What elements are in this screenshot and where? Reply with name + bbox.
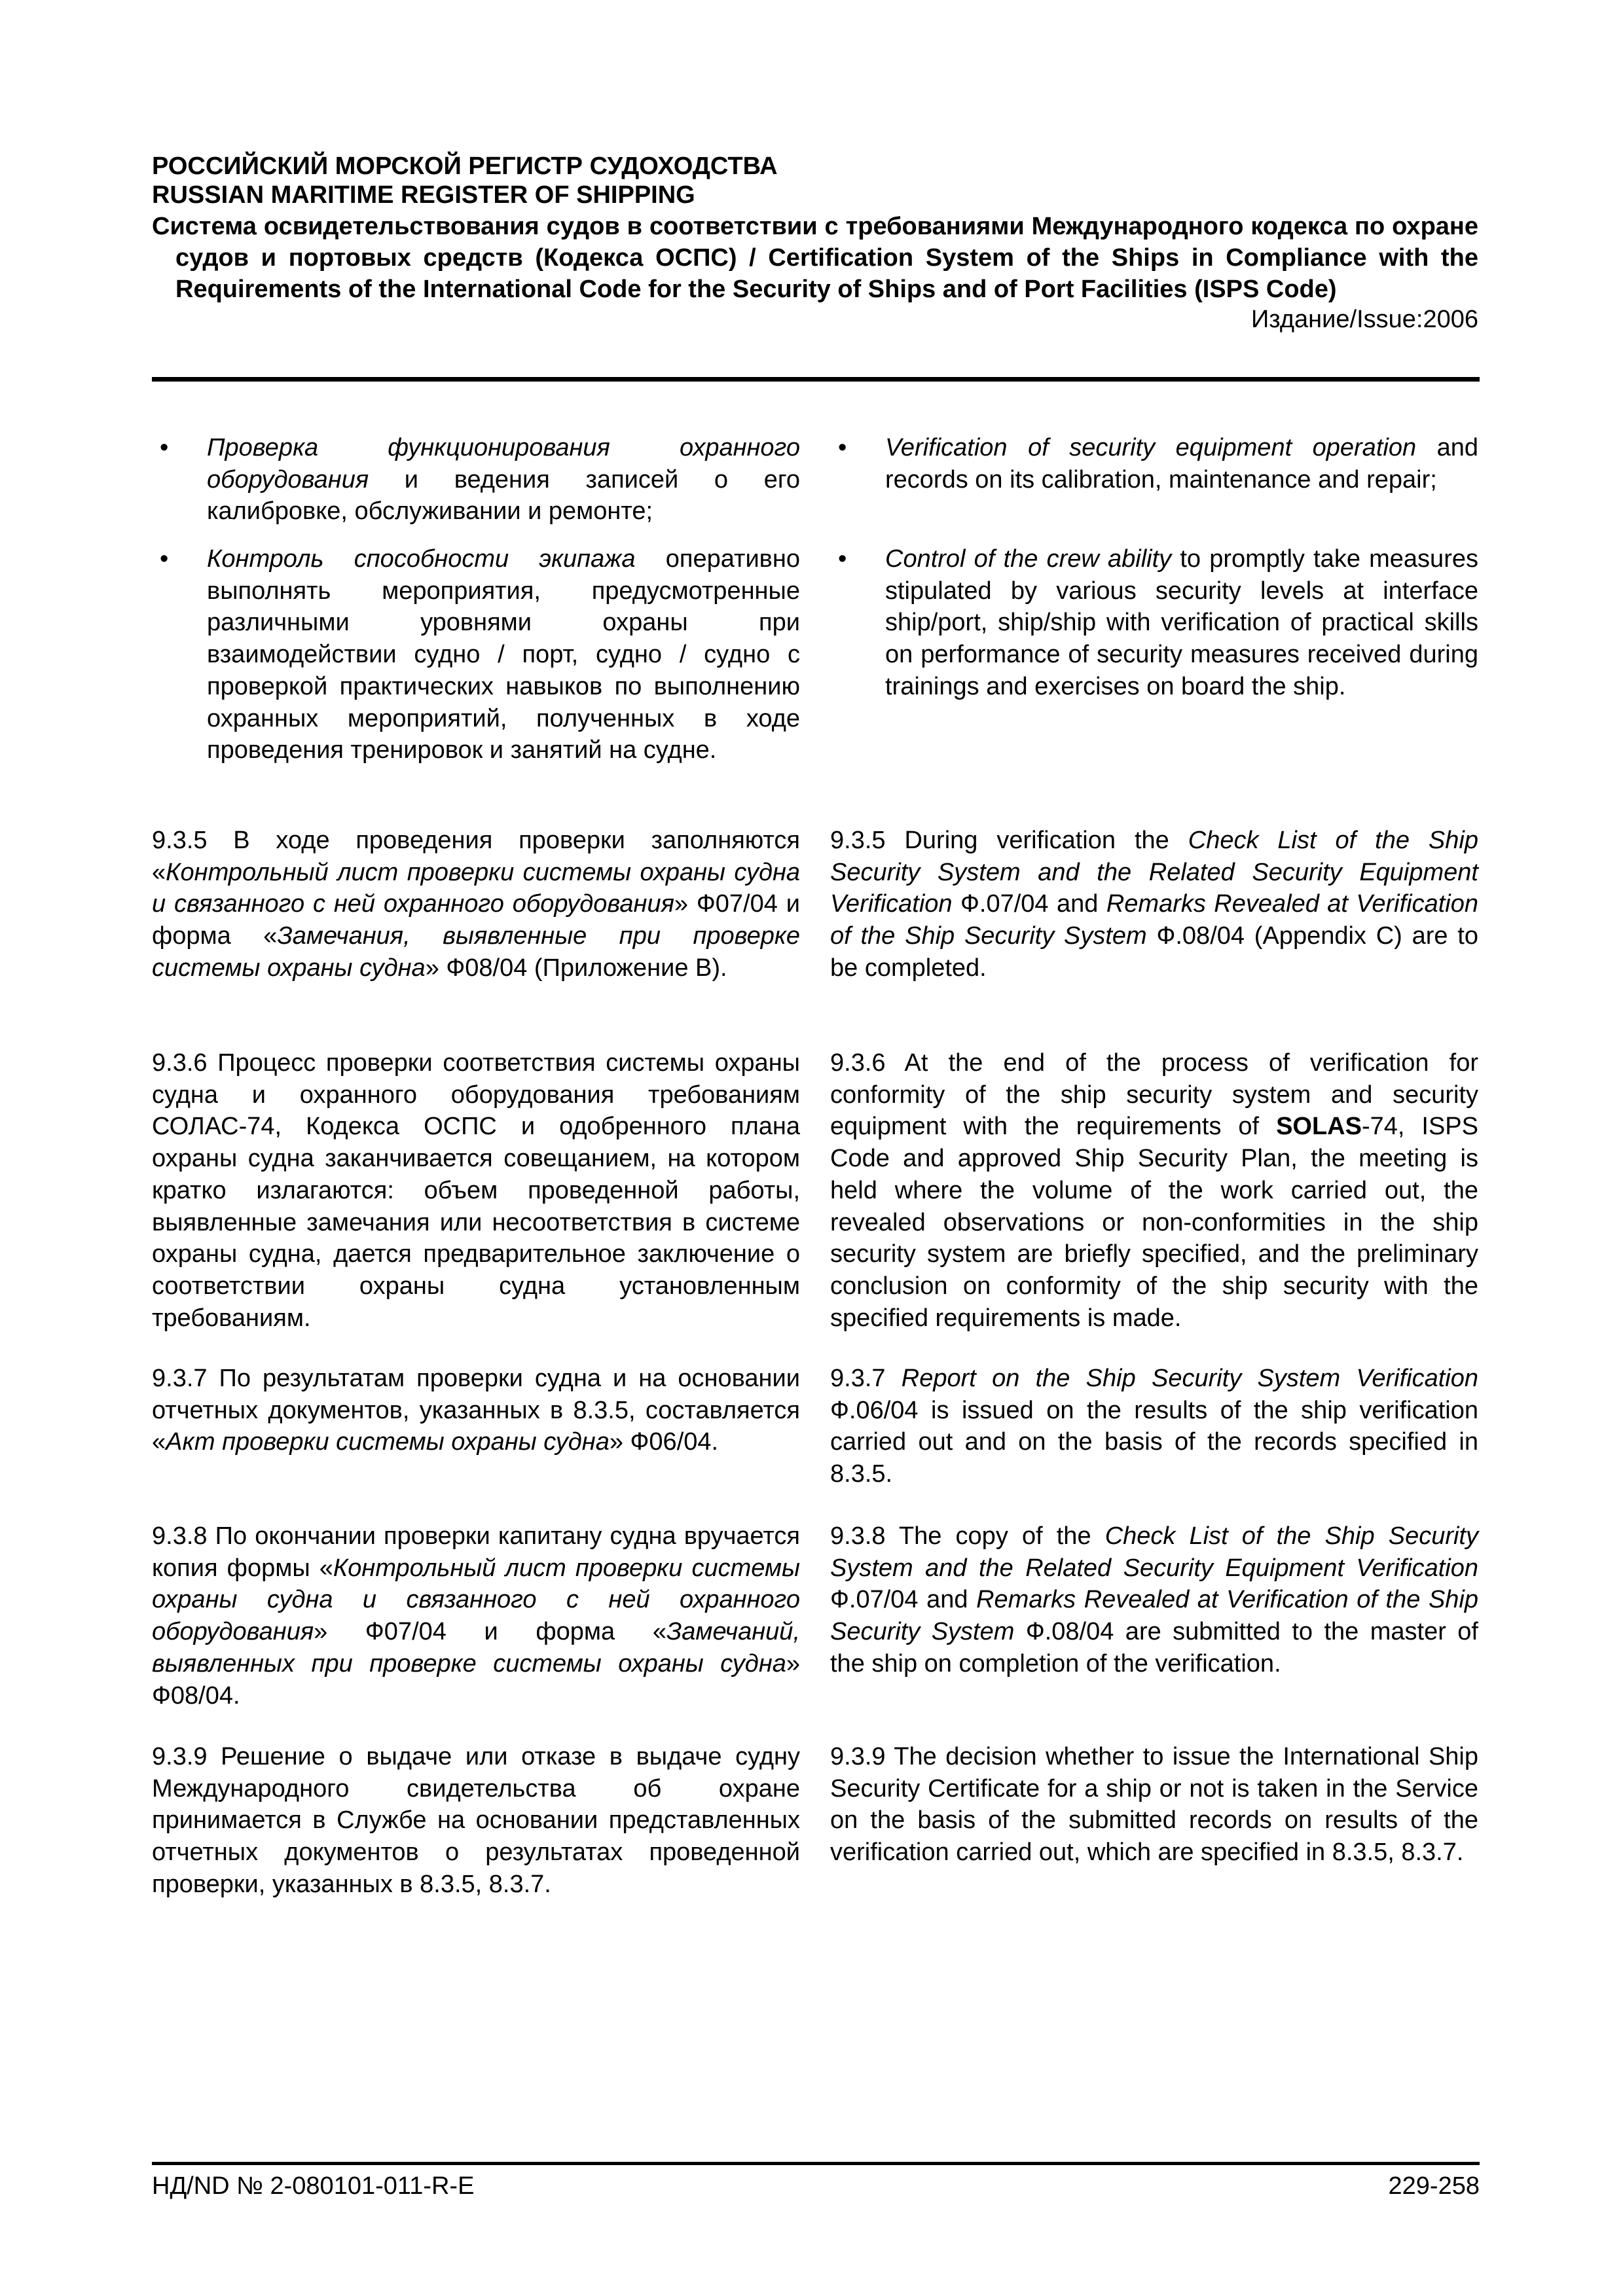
paragraph-9-3-8: 9.3.8 The copy of the Check List of the Ship Security System and the Related Security Equipment Verification Ф.07/04 and Remarks Revealed at Verification of the Ship Security System Ф.08/04 are submitted to the master of the ship on completion of the verification. [830,1522,1478,1677]
paragraph-9-3-6: 9.3.6 Процесс проверки соответствия системы охраны судна и охранного оборудования требованиям СОЛАС-74, Кодекса ОСПС и одобренного плана охраны судна заканчивается совещанием, на котором кратко излагаются: объем проведенной работы, выявленные замечания или несоответствия в системе охраны судна, дается предварительное заключение о соответствии охраны судна установленным требованиям. [152,1049,800,1332]
paragraph-9-3-7: 9.3.7 По результатам проверки судна и на основании отчетных документов, указанных в 8.3.5, составляется «Акт проверки системы охраны судна» Ф06/04. [152,1365,800,1456]
bullet-icon: • [838,434,847,461]
paragraph-9-3-5: 9.3.5 During verification the Check List of the Ship Security System and the Related Security Equipment Verification Ф.07/04 and Remarks Revealed at Verification of the Ship Security System Ф.08/04 (Appendix C) are to be completed. [830,827,1478,982]
bullet-text: Verification of security equipment operation and records on its calibration, maintenance and repair; [885,434,1478,493]
paragraph-9-3-7: 9.3.7 Report on the Ship Security System Verification Ф.06/04 is issued on the results of the ship verification carried out and on the basis of the records specified in 8.3.5. [830,1365,1479,1488]
bullet-text: Контроль способности экипажа оперативно выполнять мероприятия, предусмотренные различными уровнями охраны при взаимодействии судно / порт, судно / судно с проверкой практических навыков по выполнению охранных мероприятий, полученных в ходе проведения тренировок и занятий на судне. [207,545,800,764]
page-header [152,152,1478,334]
bullet-icon: • [838,545,847,573]
system-title: Система освидетельствования судов в соответствии с требованиями Международного кодекса по охране судов и портовых средств (Кодекса ОСПС) / Certification System of the Ships in Compliance with the Requirements of the International Code for the Security of Ships and of Port Facilities (ISPS Code) [152,213,1478,303]
bullet-icon: • [160,434,169,461]
paragraph-9-3-9: 9.3.9 The decision whether to issue the International Ship Security Certificate for a ship or not is taken in the Service on the basis of the submitted records on results of the verification carried out, which are specified in 8.3.5, 8.3.7. [830,1743,1478,1867]
paragraph-9-3-9: 9.3.9 Решение о выдаче или отказе в выдаче судну Международного свидетельства об охране принимается в Службе на основании представленных отчетных документов о результатах проведенной проверки, указанных в 8.3.5, 8.3.7. [152,1743,800,1898]
paragraph-9-3-5: 9.3.5 В ходе проведения проверки заполняются «Контрольный лист проверки системы охраны судна и связанного с ней охранного оборудования» Ф07/04 и форма «Замечания, выявленные при проверке системы охраны судна» Ф08/04 (Приложение В). [152,827,800,982]
org-name-en: RUSSIAN MARITIME REGISTER OF SHIPPING [152,181,695,209]
bullet-text: Control of the crew ability to promptly take measures stipulated by various security levels at interface ship/port, ship/ship with verification of practical skills on performance of security measures received during trainings and exercises on board the ship. [885,545,1478,700]
bullet-icon: • [160,545,169,573]
org-name-ru: РОССИЙСКИЙ МОРСКОЙ РЕГИСТР СУДОХОДСТВА [152,152,778,180]
header-divider [152,377,1480,382]
paragraph-9-3-6: 9.3.6 At the end of the process of verification for conformity of the ship security system and security equipment with the requirements of SOLAS-74, ISPS Code and approved Ship Security Plan, the meeting is held where the volume of the work carried out, the revealed observations or non-conformities in the ship security system are briefly specified, and the preliminary conclusion on conformity of the ship security with the specified requirements is made. [830,1049,1478,1332]
issue-label: Издание/Issue:2006 [1250,306,1478,333]
page-number: 229-258 [1388,2172,1480,2200]
bullet-text: Проверка функционирования охранного оборудования и ведения записей о его калибровке, обслуживании и ремонте; [207,434,800,526]
document-number: НД/ND № 2-080101-011-R-E [152,2172,475,2200]
footer-divider [152,2162,1480,2165]
paragraph-9-3-8: 9.3.8 По окончании проверки капитану судна вручается копия формы «Контрольный лист проверки системы охраны судна и связанного с ней охранного оборудования» Ф07/04 и форма «Замечаний, выявленных при проверке системы охраны судна» Ф08/04. [152,1522,800,1710]
